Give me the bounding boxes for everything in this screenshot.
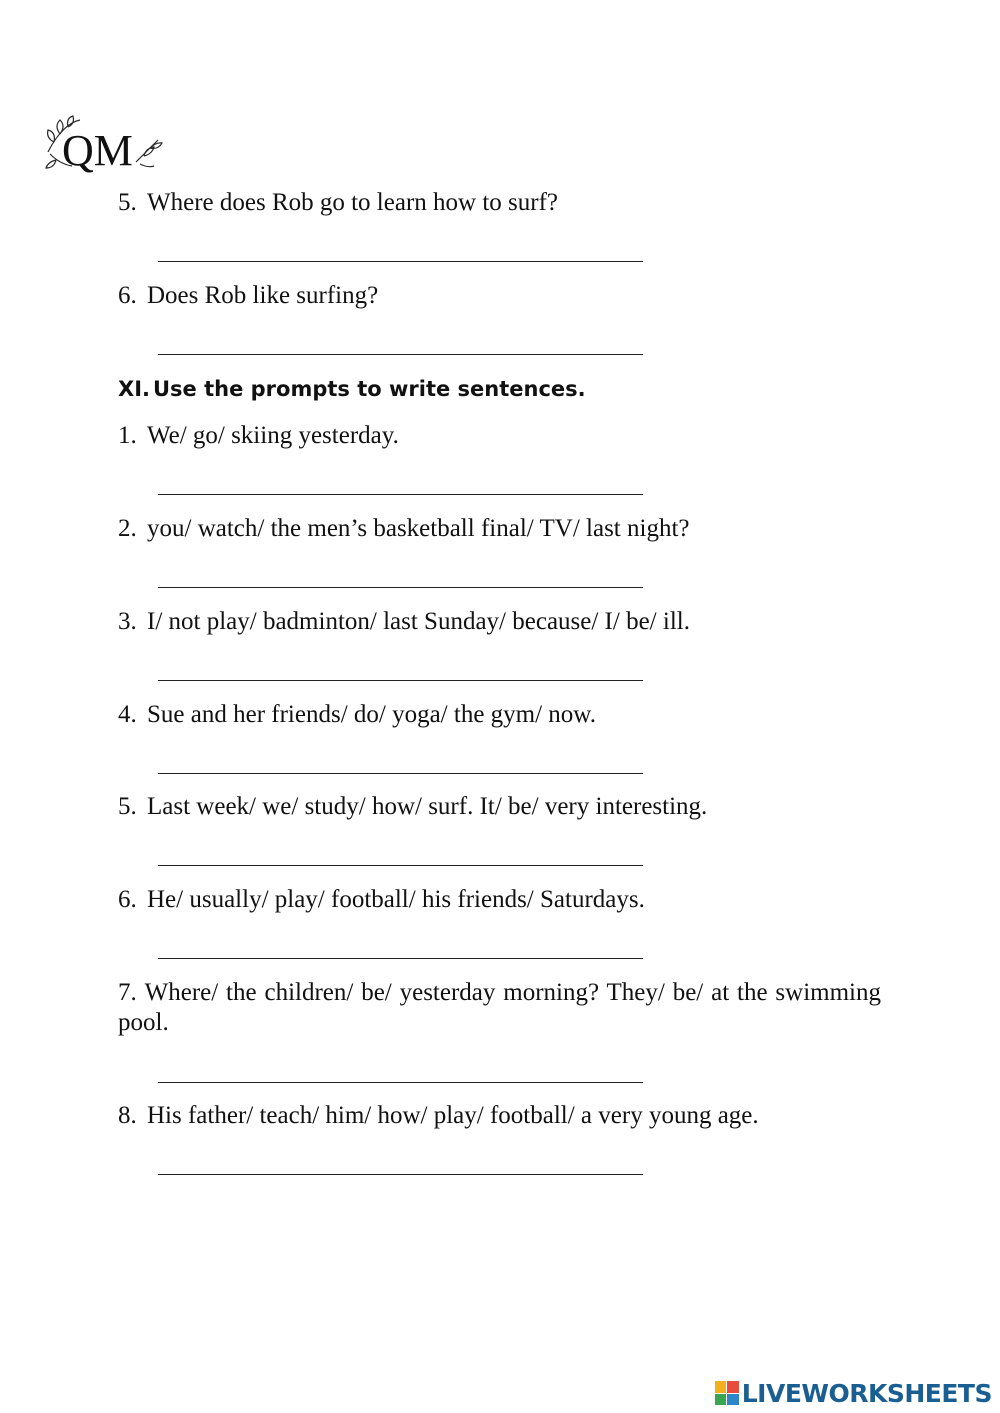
prompt-item-4: 4. Sue and her friends/ do/ yoga/ the gym/ now.: [118, 701, 596, 728]
answer-line-2[interactable]: [158, 587, 643, 588]
prompt-item-2: 2. you/ watch/ the men’s basketball final/ TV/ last night?: [118, 515, 690, 542]
prompt-item-3: 3. I/ not play/ badminton/ last Sunday/ because/ I/ be/ ill.: [118, 608, 690, 635]
svg-text:QM: QM: [62, 126, 133, 175]
section-xi-heading: XI. Use the prompts to write sentences.: [118, 377, 586, 401]
answer-line-q6[interactable]: [158, 354, 643, 355]
prompt-item-5: 5. Last week/ we/ study/ how/ surf. It/ be/ very interesting.: [118, 793, 708, 820]
liveworksheets-badge-icon: [715, 1381, 739, 1405]
prompt-item-6: 6. He/ usually/ play/ football/ his friends/ Saturdays.: [118, 886, 645, 913]
prompt-item-7: 7. Where/ the children/ be/ yesterday morning? They/ be/ at the swimming pool.: [118, 979, 882, 1036]
qm-logo: [40, 112, 165, 182]
answer-line-3[interactable]: [158, 680, 643, 681]
liveworksheets-logo[interactable]: LIVEWORKSHEETS: [715, 1379, 992, 1407]
answer-line-8[interactable]: [158, 1174, 643, 1175]
answer-line-q5[interactable]: [158, 261, 643, 262]
leaf-wreath-icon: [40, 112, 165, 182]
answer-line-1[interactable]: [158, 494, 643, 495]
answer-line-4[interactable]: [158, 773, 643, 774]
prompt-item-1: 1. We/ go/ skiing yesterday.: [118, 422, 399, 449]
answer-line-5[interactable]: [158, 865, 643, 866]
answer-line-7[interactable]: [158, 1082, 643, 1083]
answer-line-6[interactable]: [158, 958, 643, 959]
question-5: 5. Where does Rob go to learn how to surf?: [118, 189, 558, 216]
question-6: 6. Does Rob like surfing?: [118, 282, 379, 309]
prompt-item-8: 8. His father/ teach/ him/ how/ play/ football/ a very young age.: [118, 1102, 759, 1129]
